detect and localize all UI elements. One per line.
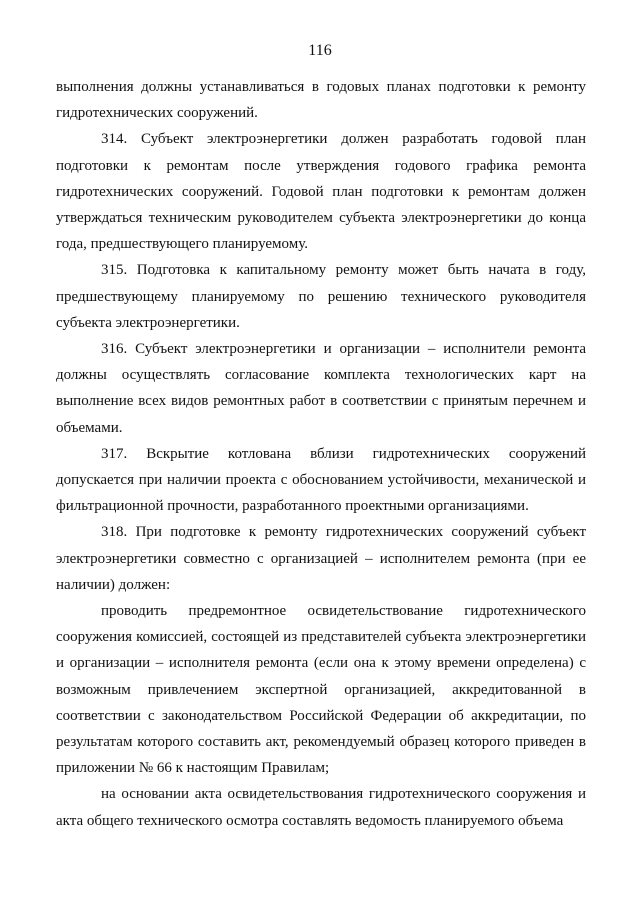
paragraph-314: 314. Субъект электроэнергетики должен разработать годовой план подготовки к ремонтам после утверждения годового графика ремонта гидротехнических сооружений. Годовой план подготовки к ремонтам должен утверждаться техническим руководителем субъекта электроэнергетики до конца года, предшествующего планируемому. <box>56 131 586 253</box>
page-number: 116 <box>308 42 332 59</box>
paragraph-318-item-inspection: проводить предремонтное освидетельствование гидротехнического сооружения комиссией, состоящей из представителей субъекта электроэнергетики и организации – исполнителя ремонта (если она к этому времени определена) с возможным привлечением экспертной организацией, аккредитованной в соответствии с законодательством Российской Федерации об аккредитации, по результатам которого составить акт, рекомендуемый образец которого приведен в приложении № 66 к настоящим Правилам; <box>56 603 586 777</box>
paragraph-318-item-statement: на основании акта освидетельствования гидротехнического сооружения и акта общего технического осмотра составлять ведомость планируемого объема <box>56 786 586 829</box>
paragraph-315: 315. Подготовка к капитальному ремонту может быть начата в году, предшествующему планируемому по решению технического руководителя субъекта электроэнергетики. <box>56 262 586 331</box>
body-text <box>56 74 586 834</box>
paragraph-continuation: выполнения должны устанавливаться в годовых планах подготовки к ремонту гидротехнических сооружений. <box>56 79 586 122</box>
paragraph-316: 316. Субъект электроэнергетики и организации – исполнители ремонта должны осуществлять согласование комплекта технологических карт на выполнение всех видов ремонтных работ в соответствии с принятым перечнем и объемами. <box>56 341 586 436</box>
paragraph-317: 317. Вскрытие котлована вблизи гидротехнических сооружений допускается при наличии проекта с обоснованием устойчивости, механической и фильтрационной прочности, разработанного проектными организациями. <box>56 445 586 515</box>
paragraph-318: 318. При подготовке к ремонту гидротехнических сооружений субъект электроэнергетики совместно с организацией – исполнителем ремонта (при ее наличии) должен: <box>56 524 586 593</box>
